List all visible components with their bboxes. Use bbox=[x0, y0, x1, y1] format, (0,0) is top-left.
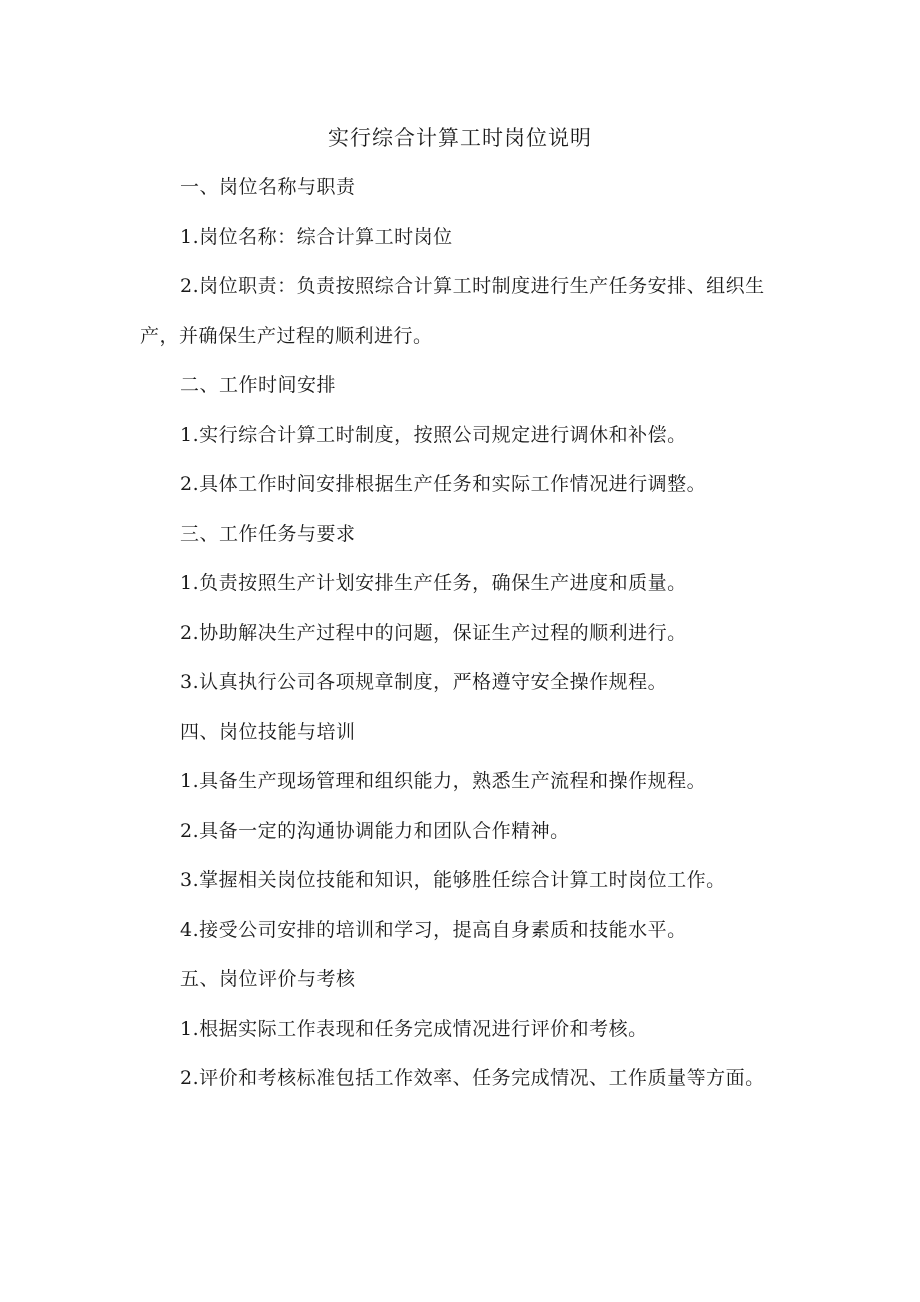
paragraph: 1.根据实际工作表现和任务完成情况进行评价和考核。 bbox=[180, 1017, 648, 1040]
document-title: 实行综合计算工时岗位说明 bbox=[328, 126, 592, 150]
paragraph: 3.掌握相关岗位技能和知识，能够胜任综合计算工时岗位工作。 bbox=[180, 869, 726, 891]
paragraph: 1.负责按照生产计划安排生产任务，确保生产进度和质量。 bbox=[180, 572, 687, 594]
paragraph: 1.实行综合计算工时制度，按照公司规定进行调休和补偿。 bbox=[180, 423, 687, 446]
paragraph: 1.岗位名称：综合计算工时岗位 bbox=[180, 225, 453, 248]
section-heading: 三、工作任务与要求 bbox=[180, 522, 356, 545]
paragraph: 3.认真执行公司各项规章制度，严格遵守安全操作规程。 bbox=[180, 671, 668, 693]
paragraph: 2.评价和考核标准包括工作效率、任务完成情况、工作质量等方面。 bbox=[180, 1067, 765, 1089]
paragraph: 2.协助解决生产过程中的问题，保证生产过程的顺利进行。 bbox=[180, 621, 687, 644]
paragraph: 2.岗位职责：负责按照综合计算工时制度进行生产任务安排、组织生产，并确保生产过程的顺利进行。 bbox=[140, 275, 765, 347]
paragraph: 2.具体工作时间安排根据生产任务和实际工作情况进行调整。 bbox=[180, 473, 707, 495]
section-heading: 五、岗位评价与考核 bbox=[180, 968, 356, 990]
paragraph: 2.具备一定的沟通协调能力和团队合作精神。 bbox=[180, 819, 570, 842]
paragraph: 1.具备生产现场管理和组织能力，熟悉生产流程和操作规程。 bbox=[180, 770, 707, 792]
document-body bbox=[140, 163, 780, 1104]
section-heading: 一、岗位名称与职责 bbox=[180, 176, 356, 198]
paragraph: 4.接受公司安排的培训和学习，提高自身素质和技能水平。 bbox=[180, 918, 687, 941]
section-heading: 二、工作时间安排 bbox=[180, 374, 337, 396]
section-heading: 四、岗位技能与培训 bbox=[180, 720, 356, 743]
